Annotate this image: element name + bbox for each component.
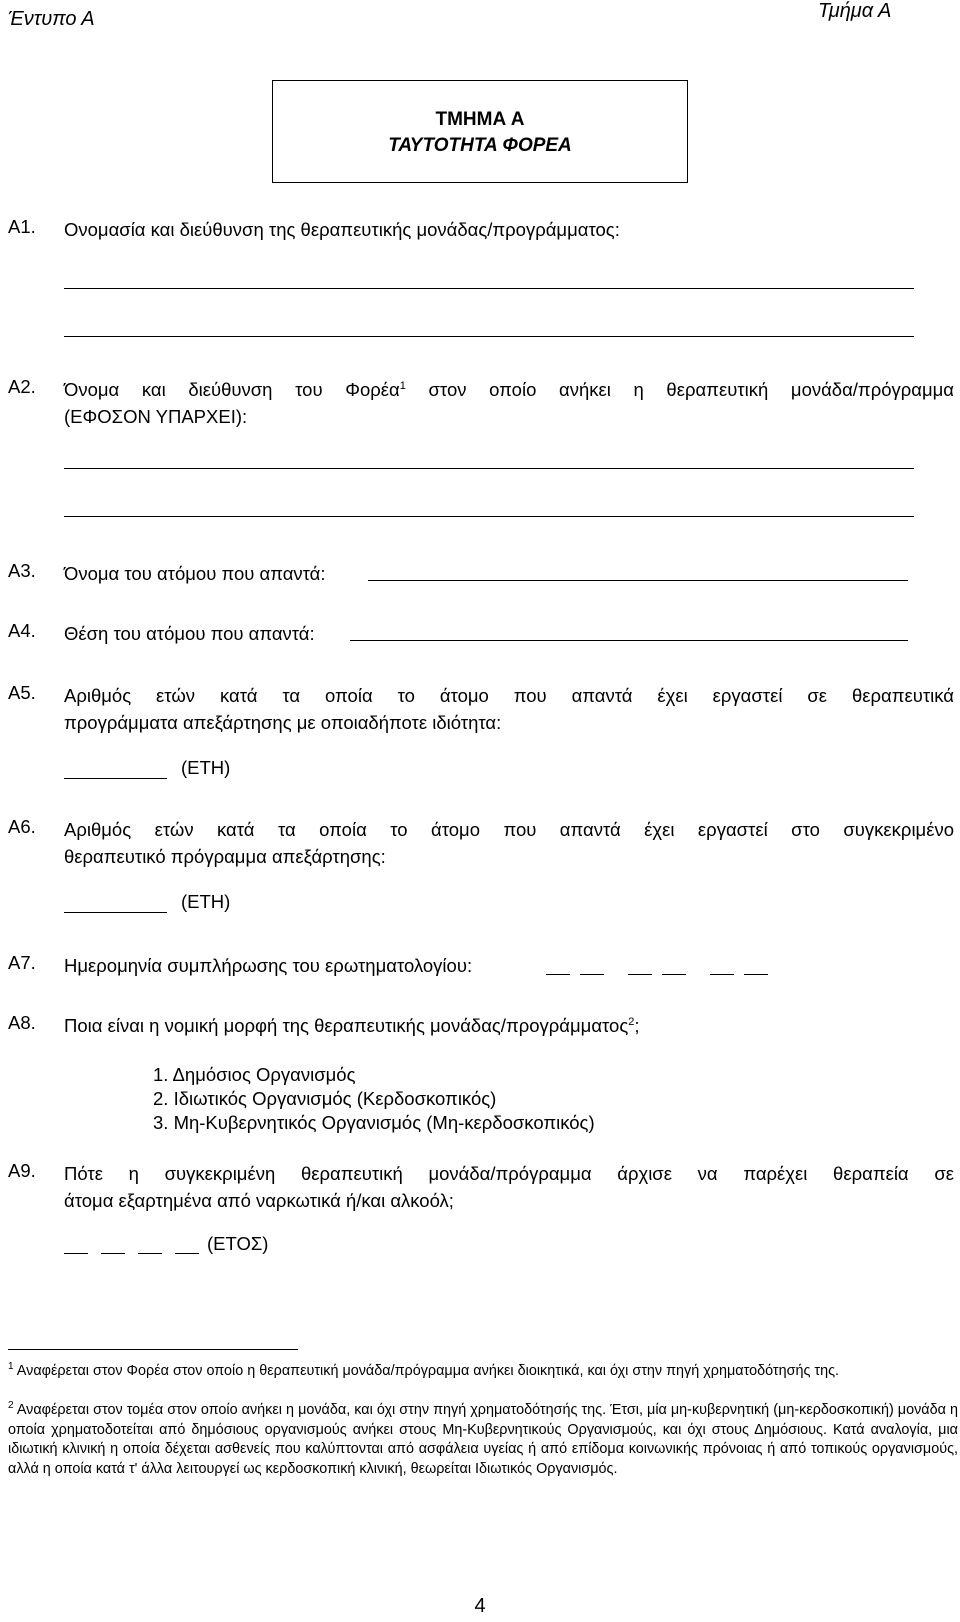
section-label: Τμήμα Α: [818, 0, 892, 22]
question-a3: Όνομα του ατόμου που απαντά:: [64, 563, 326, 584]
unit-year-a9: (ΕΤΟΣ): [207, 1233, 269, 1254]
question-a4: Θέση του ατόμου που απαντά:: [64, 623, 315, 644]
date-month-digit-2[interactable]: [662, 974, 686, 975]
unit-years-a6: (ΕΤΗ): [181, 891, 231, 912]
question-a5-line2: προγράμματα απεξάρτησης με οποιαδήποτε ιδιότητα:: [64, 712, 502, 733]
question-a8-text: Ποια είναι η νομική μορφή της θεραπευτικής μονάδας/προγράμματος: [64, 1015, 629, 1036]
section-title-box: [272, 80, 688, 183]
section-title: ΤΜΗΜΑ Α: [435, 109, 525, 130]
answer-line-a5[interactable]: [64, 778, 167, 779]
date-month-digit-1[interactable]: [628, 974, 652, 975]
section-subtitle: ΤΑΥΤΟΤΗΤΑ ΦΟΡΕΑ: [388, 135, 572, 156]
question-a8-mark: ;: [634, 1015, 640, 1036]
question-number-a2: Α2.: [8, 376, 36, 397]
footnote-ref-1: 1: [399, 379, 406, 392]
question-number-a9: Α9.: [8, 1160, 36, 1181]
footnote-ref-2: 2: [628, 1015, 635, 1028]
question-a8: [64, 1012, 954, 1039]
answer-line-a1-1[interactable]: [64, 288, 914, 289]
answer-line-a2-2[interactable]: [64, 516, 914, 517]
answer-line-a1-2[interactable]: [64, 336, 914, 337]
question-number-a7: Α7.: [8, 952, 36, 973]
footnote-2-ref: 2: [8, 1400, 14, 1412]
answer-line-a3[interactable]: [368, 580, 908, 581]
question-a1: Ονομασία και διεύθυνση της θεραπευτικής μονάδας/προγράμματος:: [64, 219, 620, 240]
unit-years-a5: (ΕΤΗ): [181, 757, 231, 778]
question-a6-line2: θεραπευτικό πρόγραμμα απεξάρτησης:: [64, 846, 386, 867]
footnote-1-ref: 1: [8, 1361, 14, 1373]
year-digit-1[interactable]: [64, 1253, 88, 1254]
date-day-digit-1[interactable]: [546, 974, 570, 975]
date-day-digit-2[interactable]: [580, 974, 604, 975]
question-number-a5: Α5.: [8, 682, 36, 703]
question-a7: Ημερομηνία συμπλήρωσης του ερωτηματολογίου:: [64, 955, 473, 976]
option-private[interactable]: 2. Ιδιωτικός Οργανισμός (Κερδοσκοπικός): [153, 1088, 497, 1109]
question-number-a6: Α6.: [8, 816, 36, 837]
question-a9-line1: Πότε η συγκεκριμένη θεραπευτική μονάδα/πρόγραμμα άρχισε να παρέχει θεραπεία σε: [64, 1163, 954, 1184]
question-number-a8: Α8.: [8, 1012, 36, 1033]
page-number: 4: [474, 1595, 486, 1617]
question-a6-line1: Αριθμός ετών κατά τα οποία το άτομο που απαντά έχει εργαστεί στο συγκεκριμένο: [64, 819, 954, 840]
question-number-a4: Α4.: [8, 620, 36, 641]
year-digit-2[interactable]: [101, 1253, 125, 1254]
year-digit-4[interactable]: [175, 1253, 199, 1254]
answer-line-a6[interactable]: [64, 912, 167, 913]
answer-line-a2-1[interactable]: [64, 468, 914, 469]
footnote-1-text: Αναφέρεται στον Φορέα στον οποίο η θεραπευτική μονάδα/πρόγραμμα ανήκει διοικητικά, και όχι στην πηγή χρηματοδότησής της.: [16, 1363, 840, 1379]
question-a5-line1: Αριθμός ετών κατά τα οποία το άτομο που απαντά έχει εργαστεί σε θεραπευτικά: [64, 685, 954, 706]
answer-line-a4[interactable]: [350, 640, 908, 641]
footnote-2: [8, 1401, 958, 1479]
footnote-separator: [8, 1349, 298, 1350]
form-label: Έντυπο Α: [8, 8, 95, 30]
question-a9-line2: άτομα εξαρτημένα από ναρκωτικά ή/και αλκοόλ;: [64, 1190, 454, 1211]
question-a2: [64, 376, 954, 403]
year-digit-3[interactable]: [138, 1253, 162, 1254]
option-public[interactable]: 1. Δημόσιος Οργανισμός: [153, 1064, 356, 1085]
date-year-digit-1[interactable]: [710, 974, 734, 975]
question-a2-text-cont: στον οποίο ανήκει η θεραπευτική μονάδα/πρόγραμμα: [405, 379, 954, 400]
question-a2-line2: (ΕΦΟΣΟΝ ΥΠΑΡΧΕΙ):: [64, 406, 248, 427]
question-a2-text: Όνομα και διεύθυνση του Φορέα: [64, 379, 400, 400]
option-ngo[interactable]: 3. Μη-Κυβερνητικός Οργανισμός (Μη-κερδοσκοπικός): [153, 1112, 595, 1133]
question-number-a1: Α1.: [8, 216, 36, 237]
footnote-2-text: Αναφέρεται στον τομέα στον οποίο ανήκει η μονάδα, και όχι στην πηγή χρηματοδότησής της. Έτσι, μία μη-κυβερνητική (μη-κερδοσκοπική) μονάδα η οποία χρηματοδοτείται από δημόσιους οργανισμούς ανήκει στους Μη-Κυβερνητικούς Οργανισμούς, και όχι στους Δημόσιους. Κατά αναλογία, μια ιδιωτική κλινική η οποία δέχεται ασθενείς που καλύπτονται από ασφάλεια υγείας ή από επίδομα κοινωνικής πρόνοιας ή από τοπικούς οργανισμούς, αλλά η οποία κατά τ' άλλα λειτουργεί ως κερδοσκοπική κλινική, θεωρείται Ιδιωτικός Οργανισμός.: [8, 1402, 958, 1477]
footnote-1: [8, 1362, 958, 1382]
question-number-a3: Α3.: [8, 560, 36, 581]
date-year-digit-2[interactable]: [744, 974, 768, 975]
